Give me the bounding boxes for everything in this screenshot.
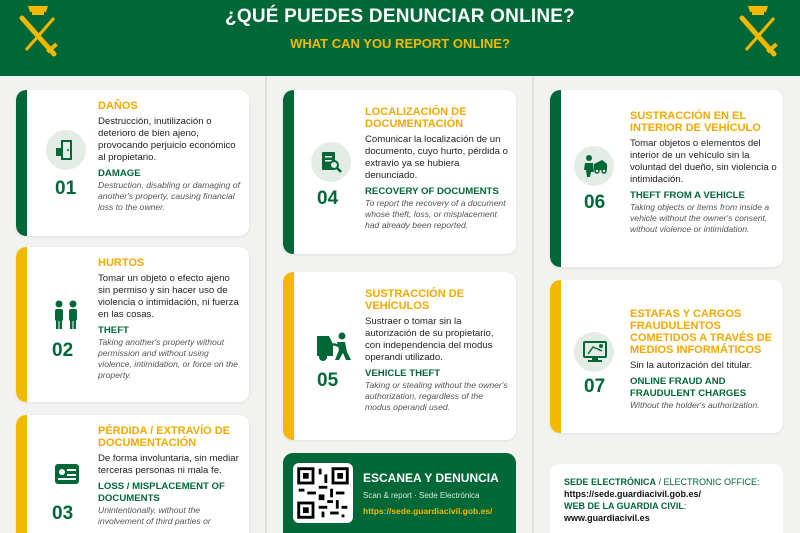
qr-panel	[283, 453, 516, 533]
card-recovery-documents	[283, 90, 516, 254]
card-title-es: SUSTRACCIÓN EN EL INTERIOR DE VEHÍCULO	[630, 110, 761, 134]
card-number: 04	[317, 188, 339, 209]
card-number: 03	[52, 503, 74, 524]
column-divider	[265, 76, 267, 533]
page-title: ¿QUÉ PUEDES DENUNCIAR ONLINE?	[225, 6, 575, 27]
card-text	[98, 100, 243, 213]
web-label-en: :	[683, 501, 687, 511]
card-desc-en: Unintentionally, without the involvement of third parties or	[98, 505, 211, 526]
qr-url-link[interactable]: https://sede.guardiacivil.gob.es/	[363, 506, 493, 516]
card-vehicle-theft	[283, 272, 516, 440]
card-title-en: LOSS / MISPLACEMENT OF DOCUMENTS	[98, 481, 225, 504]
card-number: 07	[584, 376, 606, 397]
people-icon	[44, 292, 84, 332]
card-online-fraud	[550, 280, 783, 433]
id-card-icon	[46, 455, 86, 495]
computer-fraud-icon	[574, 332, 614, 372]
card-desc-es: De forma involuntaria, sin mediar terceras personas ni mala fe.	[98, 453, 239, 476]
card-desc-en: To report the recovery of a document whose theft, loss, or misplacement had already been reported.	[365, 198, 506, 230]
card-accent-bar	[550, 280, 561, 433]
guardia-civil-crest-icon	[736, 4, 780, 58]
car-break-in-icon	[574, 146, 614, 186]
card-title-es: DAÑOS	[98, 100, 138, 112]
card-text	[630, 110, 777, 235]
page-subtitle: WHAT CAN YOU REPORT ONLINE?	[290, 36, 510, 51]
broken-door-icon	[46, 130, 86, 170]
card-text	[630, 308, 777, 411]
card-accent-bar	[16, 415, 27, 533]
card-number: 06	[584, 192, 606, 213]
sede-label-line	[564, 476, 769, 488]
card-text	[98, 257, 243, 381]
card-title-en: ONLINE FRAUD AND FRAUDULENT CHARGES	[630, 376, 747, 399]
web-label-line	[564, 500, 769, 512]
qr-subtitle: Scan & report · Sede Electrónica	[363, 491, 480, 500]
card-title-en: THEFT	[98, 325, 129, 336]
web-label: WEB DE LA GUARDIA CIVIL	[564, 501, 684, 511]
card-desc-es: Comunicar la localización de un documento, cuyo hurto, pérdida o extravío ya se hubiera denunciado.	[365, 134, 508, 181]
sede-label-en: / ELECTRONIC OFFICE:	[656, 477, 760, 487]
card-number: 05	[317, 370, 339, 391]
card-title-en: VEHICLE THEFT	[365, 368, 441, 379]
card-title-es: SUSTRACCIÓN DE VEHÍCULOS	[365, 288, 465, 312]
sede-url-link[interactable]: https://sede.guardiacivil.gob.es/	[564, 489, 702, 499]
vehicle-theft-icon	[307, 322, 357, 362]
card-desc-es: Sustraer o tomar sin la autorización de su propietario, con independencia del modus operandi utilizado.	[365, 316, 494, 363]
sede-label: SEDE ELECTRÓNICA	[564, 477, 657, 487]
header-banner	[0, 0, 800, 76]
card-accent-bar	[16, 90, 27, 236]
card-desc-es: Tomar objetos o elementos del interior de un vehículo sin la voluntad del dueño, sin violencia o intimidación.	[630, 138, 777, 185]
card-desc-en: Without the holder's authorization.	[630, 400, 760, 410]
qr-title: ESCANEA Y DENUNCIA	[363, 471, 499, 485]
card-accent-bar	[550, 90, 561, 267]
card-loss-documents	[16, 415, 249, 533]
column-divider	[532, 76, 534, 533]
card-number: 01	[55, 178, 77, 199]
document-search-icon	[311, 142, 351, 182]
card-title-en: RECOVERY OF DOCUMENTS	[365, 186, 499, 197]
qr-code[interactable]	[293, 463, 353, 523]
card-desc-es: Destrucción, inutilización o deterioro de bien ajeno, provocando perjuicio económico al propietario.	[98, 116, 236, 163]
card-title-en: DAMAGE	[98, 168, 141, 179]
card-title-es: ESTAFAS Y CARGOS FRAUDULENTOS COMETIDOS A TRAVÉS DE MEDIOS INFORMÁTICOS	[630, 308, 772, 356]
card-text	[98, 425, 243, 527]
card-accent-bar	[283, 272, 294, 440]
links-panel	[550, 464, 783, 533]
card-damage	[16, 90, 249, 236]
card-desc-es: Tomar un objeto o efecto ajeno sin permiso y sin hacer uso de violencia o intimidación, ni fuerza en las cosas.	[98, 273, 239, 320]
web-url-link[interactable]: www.guardiacivil.es	[564, 513, 650, 523]
card-desc-en: Taking another's property without permission and without using violence, intimidation, or force on the property.	[98, 337, 238, 380]
card-title-en: THEFT FROM A VEHICLE	[630, 190, 745, 201]
card-title-es: LOCALIZACIÓN DE DOCUMENTACIÓN	[365, 106, 467, 130]
card-desc-en: Taking objects or items from inside a vehicle without the owner's consent, without violence or intimidation.	[630, 202, 770, 234]
card-desc-en: Destruction, disabling or damaging of another's property, causing financial loss to the owner.	[98, 180, 240, 212]
card-accent-bar	[16, 247, 27, 402]
card-desc-es: Sin la autorización del titular.	[630, 360, 753, 371]
card-theft	[16, 247, 249, 402]
card-theft-from-vehicle	[550, 90, 783, 267]
card-accent-bar	[283, 90, 294, 254]
card-title-es: HURTOS	[98, 257, 145, 269]
card-text	[365, 288, 510, 413]
card-number: 02	[52, 340, 74, 361]
card-title-es: PÉRDIDA / EXTRAVÍO DE DOCUMENTACIÓN	[98, 425, 231, 449]
card-text	[365, 106, 510, 231]
card-desc-en: Taking or stealing without the owner's authorization, regardless of the modus operandi used.	[365, 380, 508, 412]
